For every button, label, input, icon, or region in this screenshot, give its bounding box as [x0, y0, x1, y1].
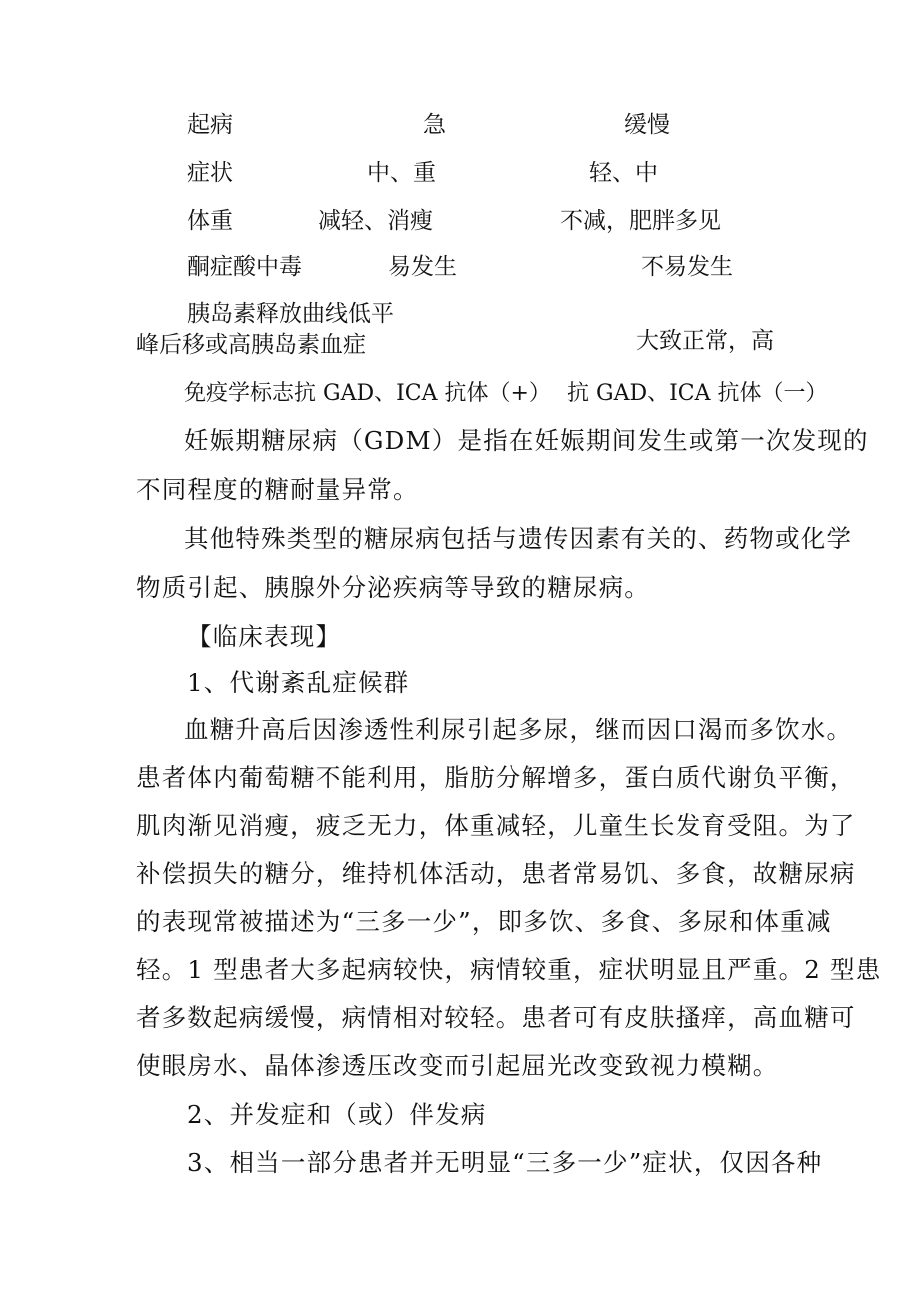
table-row-label: 症状: [187, 160, 233, 186]
table-row-type1: 急: [423, 112, 446, 138]
table-row-type2: 缓慢: [624, 112, 670, 138]
paragraph-line: 不同程度的糖耐量异常。: [136, 475, 419, 504]
table-row-type2: 不减，肥胖多见: [560, 208, 721, 234]
paragraph-line: 使眼房水、晶体渗透压改变而引起屈光改变致视力模糊。: [136, 1051, 779, 1080]
paragraph-line: 者多数起病缓慢，病情相对较轻。患者可有皮肤搔痒，高血糖可: [136, 1003, 856, 1032]
paragraph-line: 轻。1 型患者大多起病较快，病情较重，症状明显且严重。2 型患: [136, 955, 882, 984]
section-heading: 【临床表现】: [187, 622, 342, 651]
paragraph-line: 补偿损失的糖分，维持机体活动，患者常易饥、多食，故糖尿病: [136, 859, 856, 888]
table-row-type2: 轻、中: [589, 160, 658, 186]
paragraph-line: 妊娠期糖尿病（GDM）是指在妊娠期间发生或第一次发现的: [184, 426, 869, 455]
paragraph-line: 血糖升高后因渗透性利尿引起多尿，继而因口渴而多饮水。: [184, 715, 853, 744]
immune-row-type2: 抗 GAD、ICA 抗体（一）: [567, 381, 828, 406]
table-row-type1: 易发生: [388, 254, 457, 280]
paragraph-line: 患者体内葡萄糖不能利用，脂肪分解增多，蛋白质代谢负平衡，: [136, 763, 856, 792]
paragraph-line: 物质引起、胰腺外分泌疾病等导致的糖尿病。: [136, 573, 650, 602]
table-row-label: 体重: [187, 208, 233, 234]
table-row-type1: 减轻、消瘦: [318, 208, 433, 234]
paragraph-line: 其他特殊类型的糖尿病包括与遗传因素有关的、药物或化学: [184, 524, 853, 553]
insulin-row-line2: 峰后移或高胰岛素血症: [136, 332, 366, 358]
item-heading: 2、并发症和（或）伴发病: [187, 1100, 487, 1129]
insulin-row-type2: 大致正常，高: [636, 328, 774, 354]
insulin-row-line1: 胰岛素释放曲线低平: [187, 301, 394, 327]
paragraph-line: 肌肉渐见消瘦，疲乏无力，体重减轻，儿童生长发育受阻。为了: [136, 811, 856, 840]
table-row-type2: 不易发生: [641, 254, 733, 280]
table-row-label: 起病: [187, 112, 233, 138]
paragraph-line: 3、相当一部分患者并无明显“三多一少”症状，仅因各种: [187, 1148, 823, 1177]
table-row-label: 酮症酸中毒: [187, 254, 302, 280]
paragraph-line: 的表现常被描述为“三多一少”，即多饮、多食、多尿和体重减: [136, 907, 832, 936]
immune-row: 免疫学标志抗 GAD、ICA 抗体（+）: [184, 381, 551, 406]
item-heading: 1、代谢紊乱症候群: [187, 668, 410, 697]
table-row-type1: 中、重: [367, 160, 436, 186]
